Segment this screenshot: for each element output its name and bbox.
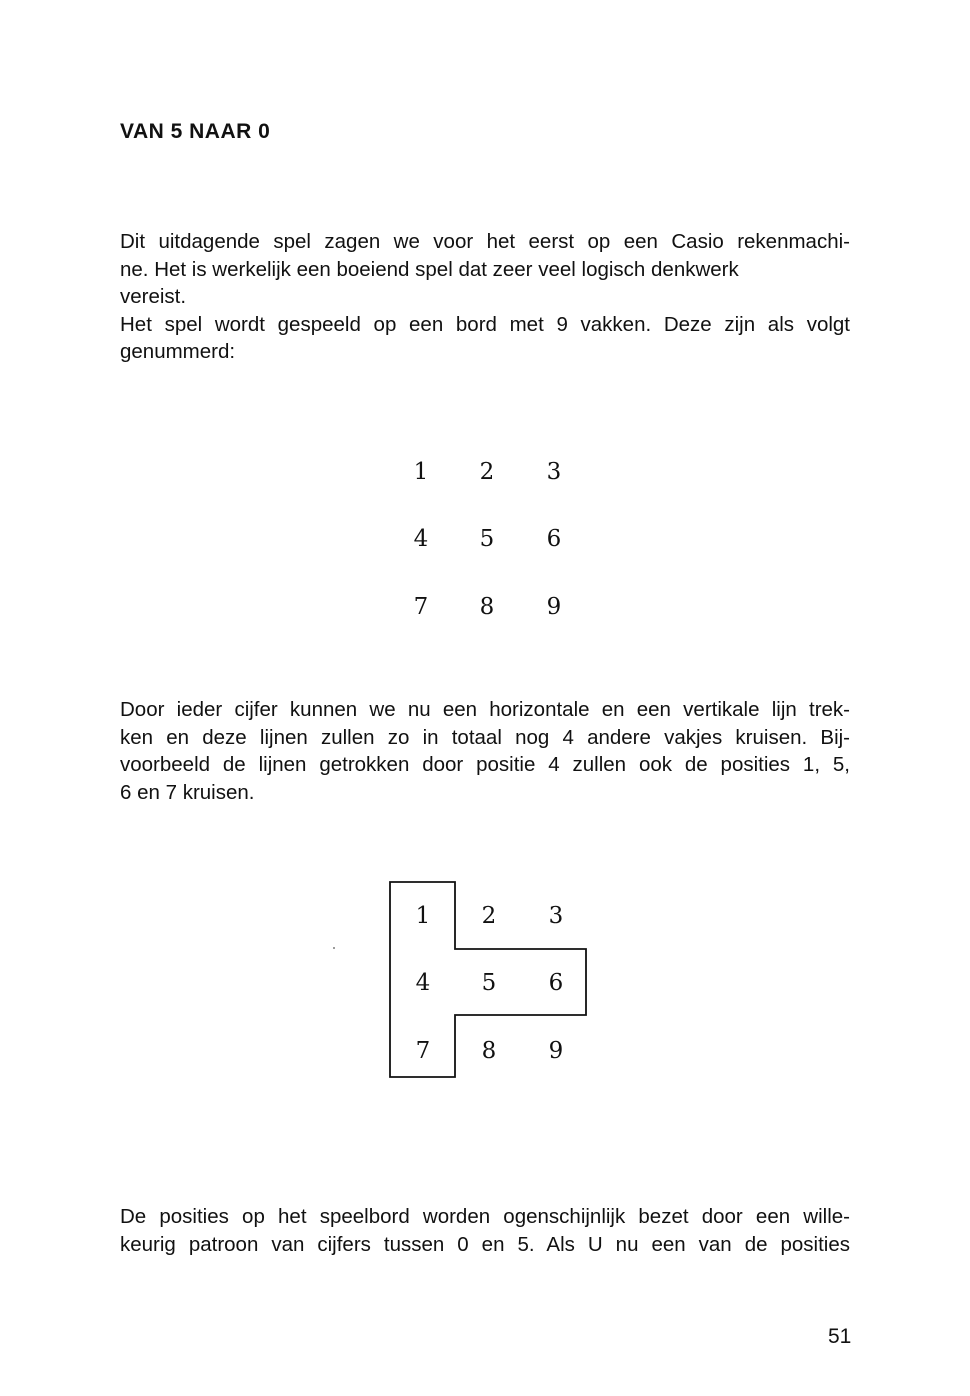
paragraph-line: vereist.	[120, 285, 187, 308]
grid-cell-2: 2	[479, 459, 495, 485]
paragraph-line: ken en deze lijnen zullen zo in totaal nog 4 andere vakjes kruisen. Bij-	[120, 725, 850, 749]
paragraph-line: ne. Het is werkelijk een boeiend spel dat zeer veel logisch denkwerk	[120, 257, 739, 281]
grid-cell-1: 1	[415, 903, 431, 929]
paragraph-line: De posities op het speelbord worden ogenschijnlijk bezet door een wille-	[120, 1205, 850, 1228]
grid-cell-7: 7	[413, 594, 429, 620]
paragraph-line: keurig patroon van cijfers tussen 0 en 5. Als U nu een van de posities	[120, 1232, 850, 1256]
paragraph-line: Dit uitdagende spel zagen we voor het eerst op een Casio rekenmachi-	[120, 230, 850, 253]
paragraph-line: 6 en 7 kruisen.	[120, 780, 255, 804]
grid-cell-3: 3	[548, 903, 564, 929]
grid-cell-7: 7	[415, 1038, 431, 1064]
grid-cell-6: 6	[546, 526, 562, 552]
grid-cell-3: 3	[546, 459, 562, 485]
grid-cell-4: 4	[413, 526, 429, 552]
grid-cell-9: 9	[546, 594, 562, 620]
grid-cell-8: 8	[481, 1038, 497, 1064]
grid-cell-1: 1	[413, 459, 429, 485]
grid-cell-5: 5	[479, 526, 495, 552]
grid-cell-6: 6	[548, 970, 564, 996]
grid-cell-9: 9	[548, 1038, 564, 1064]
grid-cell-8: 8	[479, 594, 495, 620]
page-number: 51	[828, 1325, 852, 1348]
paragraph-line: Het spel wordt gespeeld op een bord met 9 vakken. Deze zijn als volgt	[120, 312, 850, 336]
closing-paragraph	[120, 1203, 850, 1258]
grid-cell-2: 2	[481, 903, 497, 929]
paragraph-line: genummerd:	[120, 340, 236, 363]
paragraph-line: voorbeeld de lijnen getrokken door positie 4 zullen ook de posities 1, 5,	[120, 753, 850, 776]
paragraph-line: Door ieder cijfer kunnen we nu een horizontale en een vertikale lijn trek-	[120, 698, 850, 721]
section-title: VAN 5 NAAR 0	[120, 120, 271, 143]
grid-cell-5: 5	[481, 970, 497, 996]
grid-cell-4: 4	[415, 970, 431, 996]
